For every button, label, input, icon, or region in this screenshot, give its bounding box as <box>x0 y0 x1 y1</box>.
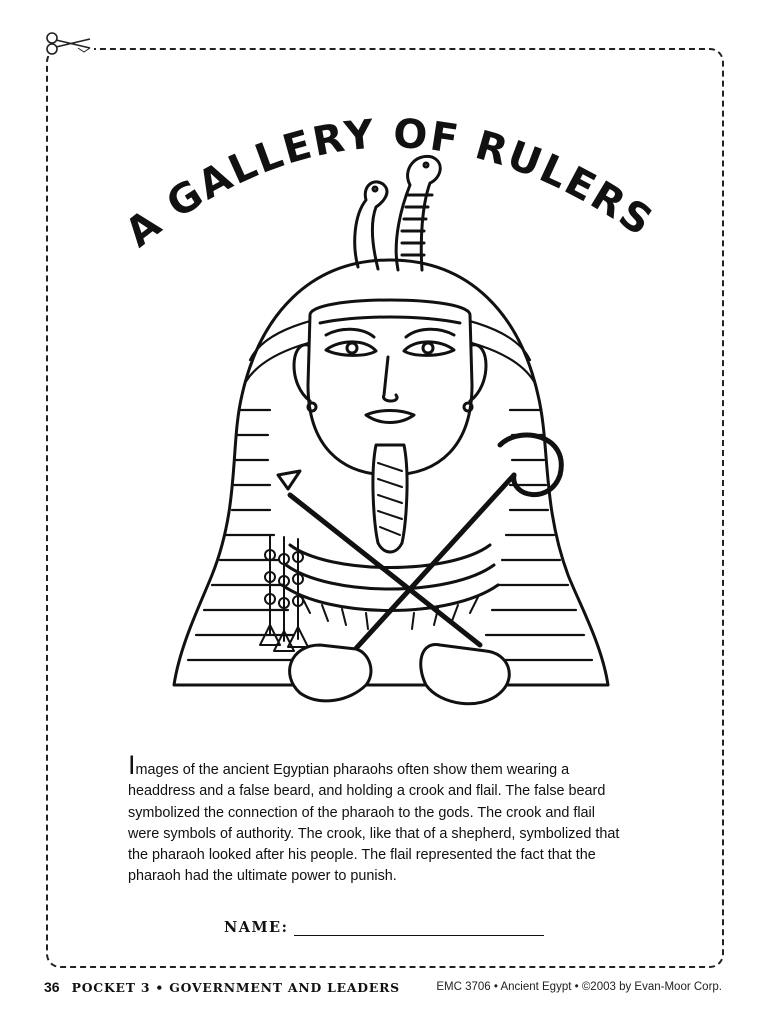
pharaoh-illustration <box>170 145 610 730</box>
scissors-icon <box>44 30 94 56</box>
footer-credit: EMC 3706 • Ancient Egypt • ©2003 by Evan-Moor Corp. <box>436 981 722 993</box>
name-line[interactable] <box>294 917 544 936</box>
pocket-label: POCKET 3 • GOVERNMENT AND LEADERS <box>71 980 400 995</box>
page-number: 36 <box>44 979 60 995</box>
svg-text:A GALLERY OF RULERS: A GALLERY OF RULERS <box>116 111 662 255</box>
footer-left <box>44 979 400 995</box>
body-text: mages of the ancient Egyptian pharaohs often show them wearing a headdress and a false beard, and holding a crook and flail. The false beard symbolized the connection of the pharaoh to the gods. The crook and flail were symbols of authority. The crook, like that of a shepherd, symbolized that the pharaoh looked after his people. The flail represented the fact that the pharaoh had the ultimate power to punish. <box>128 762 620 885</box>
body-paragraph <box>128 750 628 888</box>
drop-cap: I <box>128 750 136 780</box>
uraeus-cobra-icon <box>355 156 441 270</box>
name-label: NAME: <box>224 919 289 936</box>
name-field-row <box>224 910 544 936</box>
